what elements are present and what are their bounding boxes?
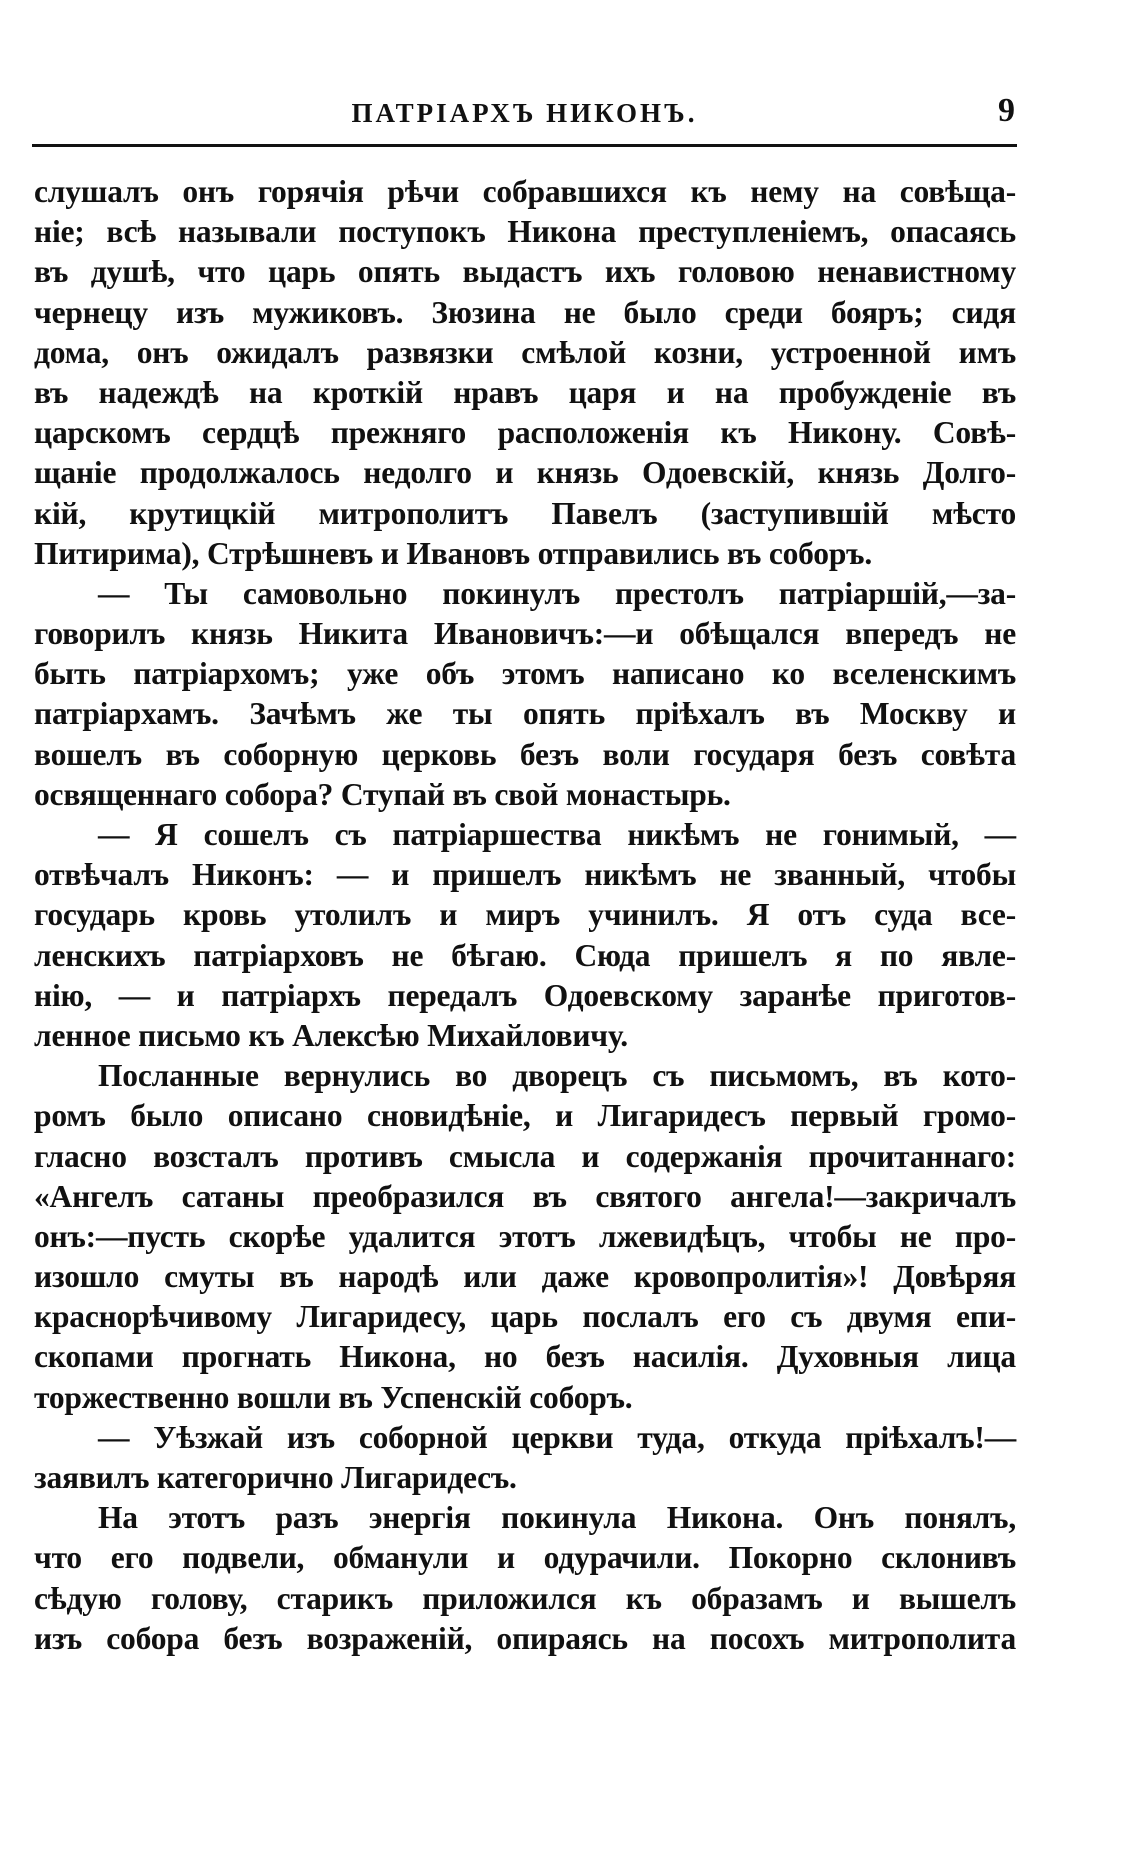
text-line: ленскихъ патріарховъ не бѣгаю. Сюда пришелъ я по явле-: [34, 937, 1016, 973]
text-line: царскомъ сердцѣ прежняго расположенія къ Никону. Совѣ-: [34, 415, 1016, 451]
text-line: быть патріархомъ; уже объ этомъ написано ко вселенскимъ: [34, 656, 1016, 692]
text-line: — Ты самовольно покинулъ престолъ патріаршій,—за-: [98, 575, 1016, 611]
text-line: — Уѣзжай изъ соборной церкви туда, откуда пріѣхалъ!—: [98, 1419, 1016, 1455]
text-line: нію, — и патріархъ передалъ Одоевскому заранѣе приготов-: [34, 977, 1016, 1013]
text-line: заявилъ категорично Лигаридесъ.: [34, 1460, 517, 1495]
text-line: чернецу изъ мужиковъ. Зюзина не было среди бояръ; сидя: [34, 294, 1016, 330]
text-line: На этотъ разъ энергія покинула Никона. Онъ понялъ,: [98, 1500, 1016, 1536]
text-line: патріархамъ. Зачѣмъ же ты опять пріѣхалъ въ Москву и: [34, 696, 1016, 732]
text-line: «Ангелъ сатаны преобразился въ святого ангела!—закричалъ: [34, 1178, 1016, 1214]
text-line: вошелъ въ соборную церковь безъ воли государя безъ совѣта: [34, 736, 1016, 772]
text-line: сѣдую голову, старикъ приложился къ образамъ и вышелъ: [34, 1580, 1016, 1616]
text-line: онъ:—пусть скорѣе удалится этотъ лжевидѣцъ, чтобы не про-: [34, 1218, 1016, 1254]
text-line: — Я сошелъ съ патріаршества никѣмъ не гонимый, —: [98, 817, 1016, 852]
text-line: въ душѣ, что царь опять выдастъ ихъ головою ненавистному: [34, 254, 1016, 290]
text-line: въ надеждѣ на кроткій нравъ царя и на пробужденіе въ: [34, 374, 1016, 410]
text-line: изъ собора безъ возраженій, опираясь на посохъ митрополита: [34, 1620, 1016, 1656]
text-line: кій, крутицкій митрополитъ Павелъ (заступившій мѣсто: [34, 495, 1016, 531]
text-line: торжественно вошли въ Успенскій соборъ.: [34, 1379, 633, 1415]
text-line: ромъ было описано сновидѣніе, и Лигаридесъ первый громо-: [34, 1098, 1016, 1134]
text-line: слушалъ онъ горячія рѣчи собравшихся къ нему на совѣща-: [34, 174, 1016, 209]
text-line: говорилъ князь Никита Ивановичъ:—и обѣщался впередъ не: [34, 616, 1016, 652]
text-line: ніе; всѣ называли поступокъ Никона преступленіемъ, опасаясь: [34, 214, 1016, 250]
running-header: [32, 92, 1017, 144]
text-line: краснорѣчивому Лигаридесу, царь послалъ его съ двумя епи-: [34, 1299, 1016, 1335]
text-line: Посланные вернулись во дворецъ съ письмомъ, въ кото-: [98, 1058, 1016, 1094]
text-line: изошло смуты въ народѣ или даже кровопролитія»! Довѣряя: [34, 1259, 1016, 1295]
text-line: дома, онъ ожидалъ развязки смѣлой козни, устроенной имъ: [34, 334, 1016, 370]
text-line: отвѣчалъ Никонъ: — и пришелъ никѣмъ не званный, чтобы: [34, 857, 1016, 893]
text-line: Питирима), Стрѣшневъ и Ивановъ отправились въ соборъ.: [34, 535, 873, 571]
running-title: ПАТРІАРХЪ НИКОНЪ.: [351, 98, 698, 128]
text-line: щаніе продолжалось недолго и князь Одоевскій, князь Долго-: [34, 455, 1016, 491]
text-line: государь кровь утолилъ и миръ учинилъ. Я отъ суда все-: [34, 897, 1016, 933]
body-text: [34, 172, 1016, 1659]
text-line: что его подвели, обманули и одурачили. Покорно склонивъ: [34, 1540, 1016, 1576]
header-rule: [32, 144, 1017, 147]
text-line: скопами прогнать Никона, но безъ насилія. Духовныя лица: [34, 1339, 1016, 1375]
page-number: 9: [998, 92, 1015, 129]
text-line: ленное письмо къ Алексѣю Михайловичу.: [34, 1017, 628, 1053]
text-line: гласно возсталъ противъ смысла и содержанія прочитаннаго:: [34, 1138, 1016, 1174]
text-line: освященнаго собора? Ступай въ свой монастырь.: [34, 776, 731, 812]
